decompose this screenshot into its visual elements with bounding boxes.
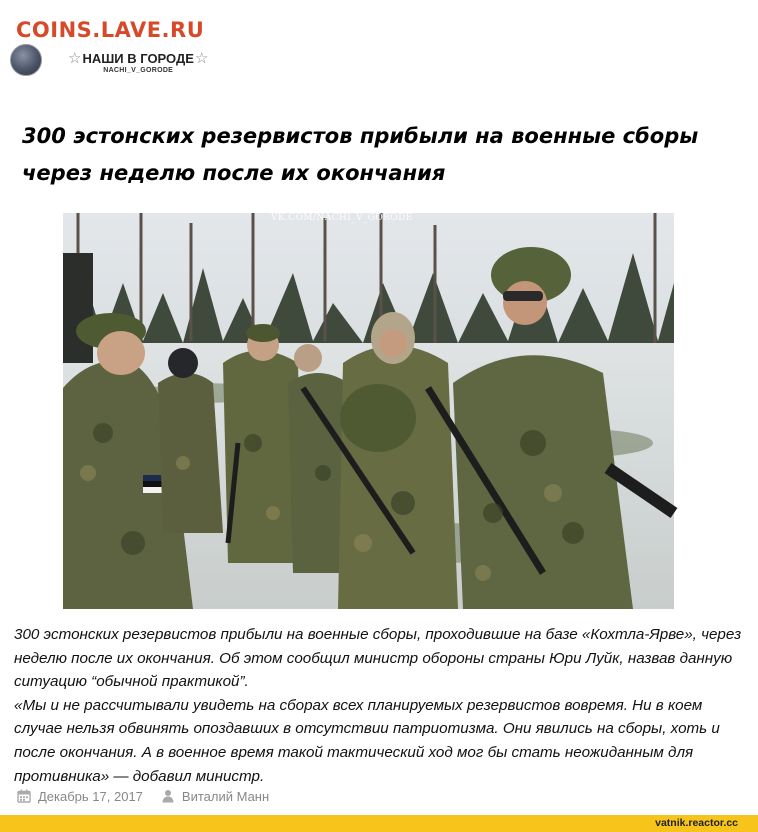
site-watermark: COINS.LAVE.RU (16, 18, 205, 42)
star-icon: ☆ (68, 49, 82, 67)
group-name[interactable]: НАШИ В ГОРОДЕ (82, 50, 194, 66)
star-icon: ☆ (194, 49, 209, 67)
post-photo (63, 213, 674, 609)
group-avatar[interactable] (10, 44, 42, 76)
post-paragraph: 300 эстонских резервистов прибыли на военные сборы, проходившие на базе «Кохтла-Ярве», через неделю после их окончания. Об этом сообщил министр обороны страны Юри Луйк, назвав данную ситуацию “обычной практикой”. (14, 626, 742, 691)
footer-bar (0, 815, 758, 832)
group-header[interactable] (10, 42, 208, 78)
footer-credit[interactable]: vatnik.reactor.cc (655, 817, 738, 829)
group-handle: NACHI_V_GORODE (103, 66, 174, 74)
photo-watermark: VK.COM/NACHI_V_GORODE (271, 213, 413, 223)
post-date[interactable]: Декабрь 17, 2017 (38, 788, 143, 804)
user-icon (161, 789, 175, 803)
calendar-icon (17, 789, 31, 803)
post-title: 300 эстонских резервистов прибыли на военные сборы через неделю после их окончания (22, 124, 699, 185)
post-author[interactable]: Виталий Манн (181, 788, 270, 804)
soldiers-photo-illustration (63, 213, 674, 609)
post-meta (17, 786, 269, 806)
post-body (14, 623, 749, 785)
post-paragraph: «Мы и не рассчитывали увидеть на сборах всех планируемых резервистов вовремя. Ни в коем случае нельзя обвинять опоздавших в отсутствии патриотизма. Они явились на сборы, хоть и после окончания. А в военное время такой тактический ход мог бы стать неожиданным для противника» — добавил министр. (14, 696, 720, 785)
group-name-block[interactable] (68, 51, 208, 74)
